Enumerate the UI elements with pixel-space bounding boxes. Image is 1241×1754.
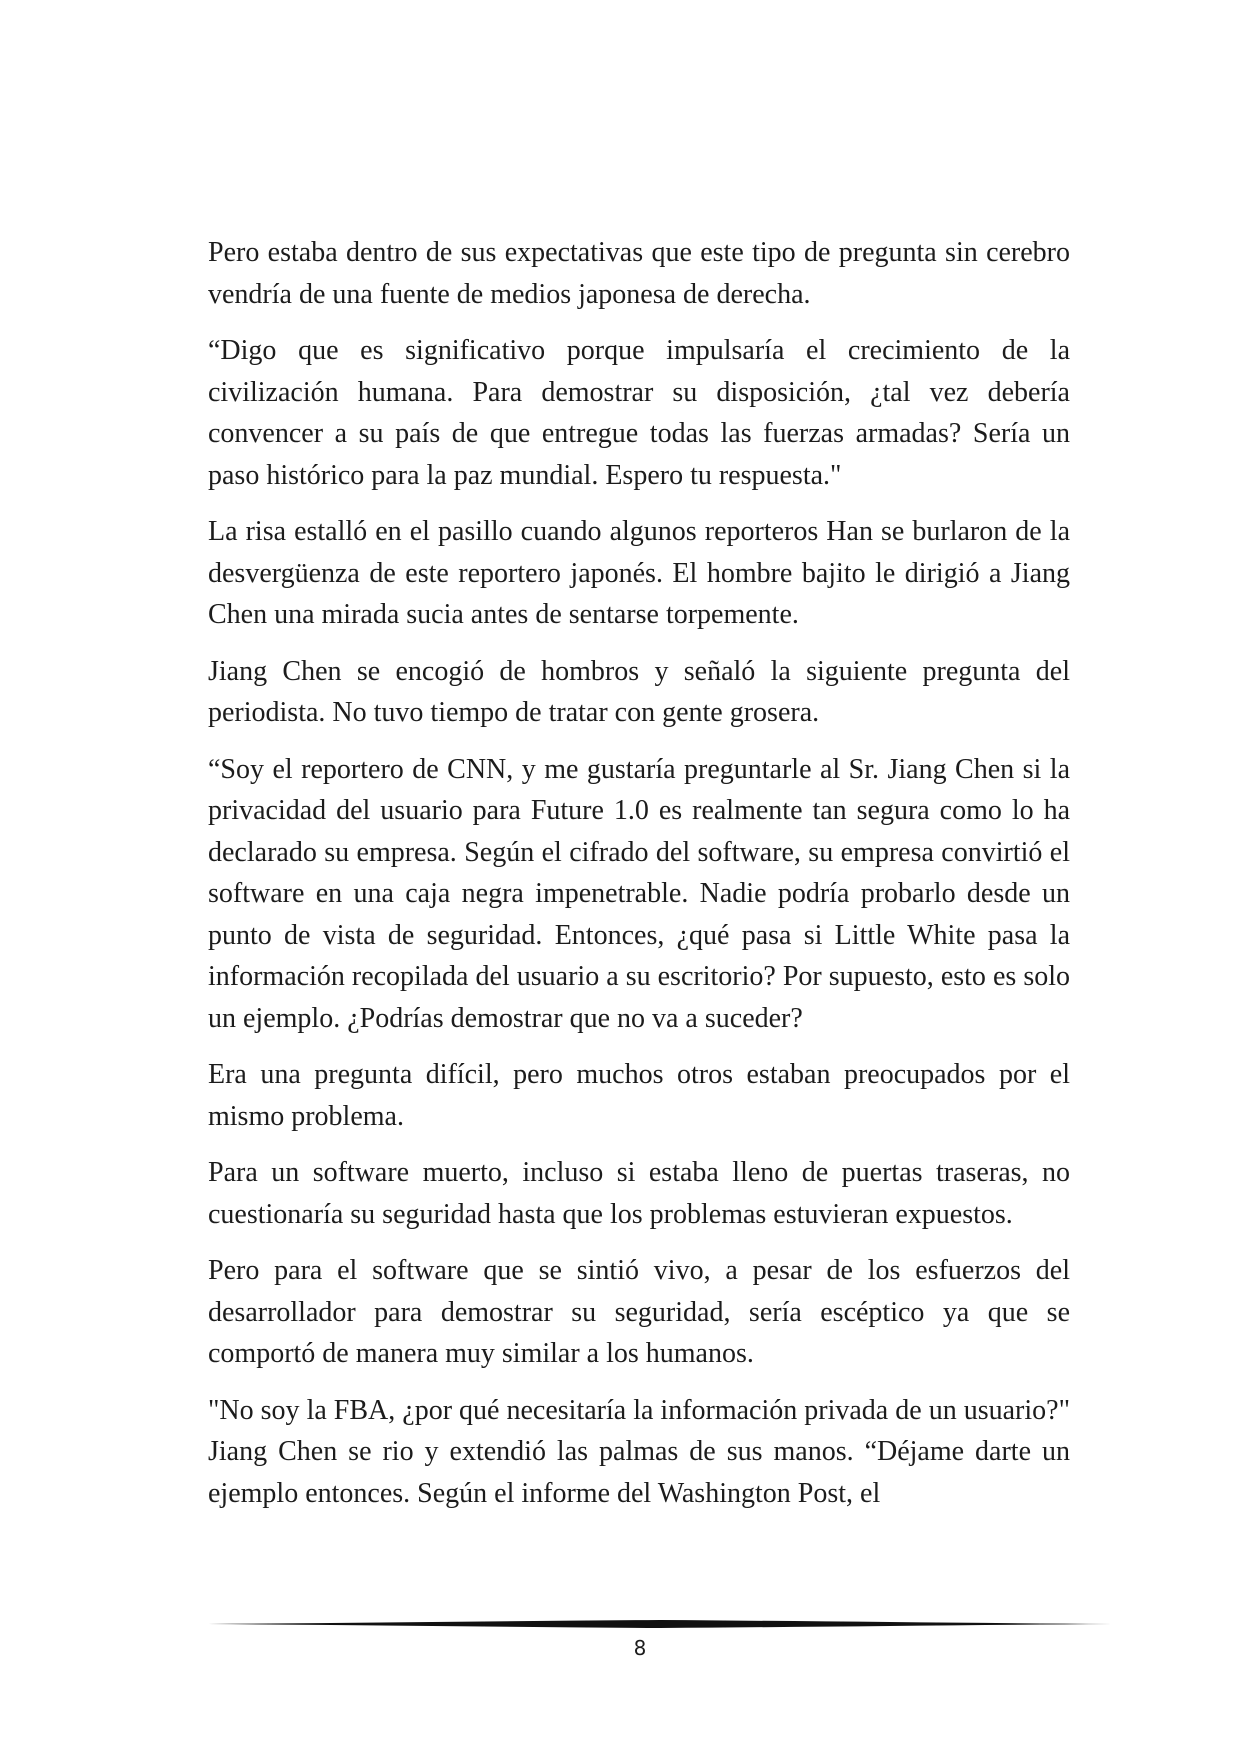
- paragraph-4: Jiang Chen se encogió de hombros y señaló la siguiente pregunta del periodista. No tuvo tiempo de tratar con gente grosera.: [208, 655, 1070, 728]
- paragraph-6: Era una pregunta difícil, pero muchos otros estaban preocupados por el mismo problema.: [208, 1059, 1070, 1132]
- body-text: [208, 232, 1070, 1529]
- paragraph-3: La risa estalló en el pasillo cuando algunos reporteros Han se burlaron de la desvergüenza de este reportero japonés. El hombre bajito le dirigió a Jiang Chen una mirada sucia antes de sentarse torpemente.: [208, 516, 1070, 630]
- paragraph-1: Pero estaba dentro de sus expectativas que este tipo de pregunta sin cerebro vendría de una fuente de medios japonesa de derecha.: [208, 237, 1070, 310]
- paragraph-5: “Soy el reportero de CNN, y me gustaría preguntarle al Sr. Jiang Chen si la privacidad del usuario para Future 1.0 es realmente tan segura como lo ha declarado su empresa. Según el cifrado del software, su empresa convirtió el software en una caja negra impenetrable. Nadie podría probarlo desde un punto de vista de seguridad. Entonces, ¿qué pasa si Little White pasa la información recopilada del usuario a su escritorio? Por supuesto, esto es solo un ejemplo. ¿Podrías demostrar que no va a suceder?: [208, 753, 1070, 1034]
- paragraph-9: "No soy la FBA, ¿por qué necesitaría la información privada de un usuario?" Jiang Chen se rio y extendió las palmas de sus manos. “Déjame darte un ejemplo entonces. Según el informe del Washington Post, el: [208, 1394, 1070, 1509]
- paragraph-2: “Digo que es significativo porque impulsaría el crecimiento de la civilización humana. Para demostrar su disposición, ¿tal vez debería convencer a su país de que entregue todas las fuerzas armadas? Sería un paso histórico para la paz mundial. Espero tu respuesta.": [208, 335, 1070, 491]
- paragraph-7: Para un software muerto, incluso si estaba lleno de puertas traseras, no cuestionaría su seguridad hasta que los problemas estuvieran expuestos.: [208, 1157, 1070, 1230]
- page-number: 8: [633, 1636, 647, 1660]
- paragraph-8: Pero para el software que se sintió vivo, a pesar de los esfuerzos del desarrollador para demostrar su seguridad, sería escéptico ya que se comportó de manera muy similar a los humanos.: [208, 1255, 1070, 1369]
- footer-divider: [208, 1618, 1112, 1630]
